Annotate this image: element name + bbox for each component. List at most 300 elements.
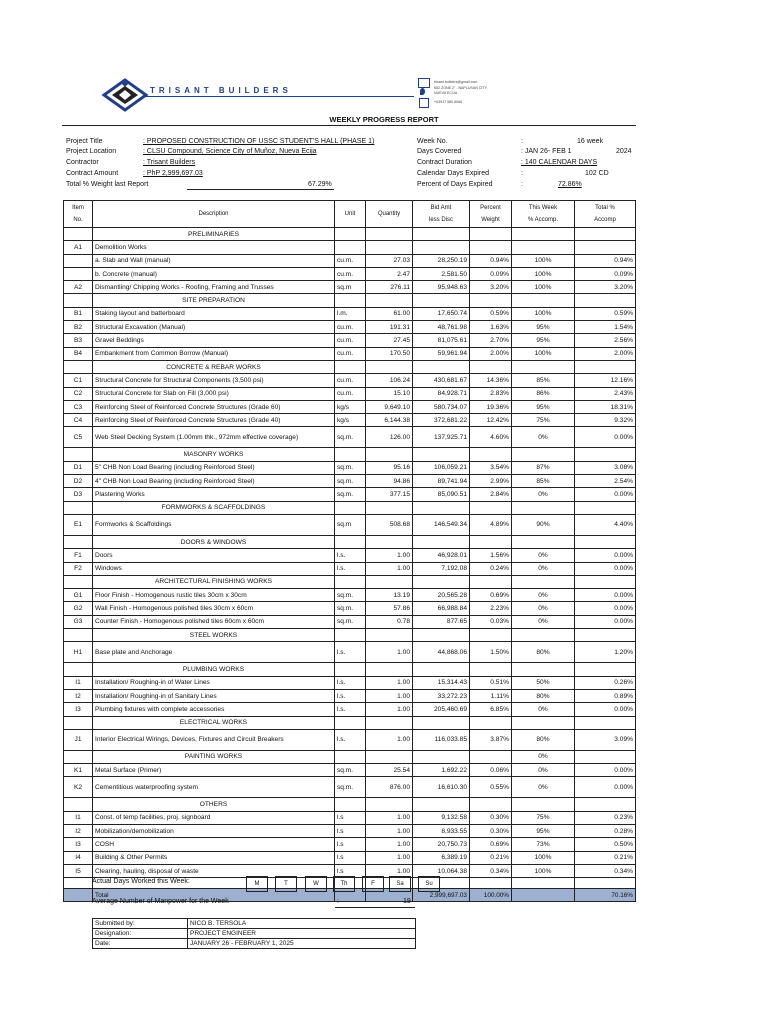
section-this-week (512, 535, 575, 548)
contract-duration-value: : 140 CALENDAR DAYS (521, 159, 598, 166)
item-percent-weight: 0.09% (470, 267, 512, 280)
table-row (64, 703, 636, 716)
item-percent-weight: 0.03% (470, 615, 512, 628)
item-no: I2 (64, 689, 93, 702)
table-row (64, 777, 636, 798)
date-row (93, 939, 416, 949)
item-percent-weight: 2.00% (470, 347, 512, 360)
item-bid-amount: 2,581.50 (413, 267, 470, 280)
item-description: a. Slab and Wall (manual) (93, 254, 335, 267)
header-unit: Unit (335, 201, 366, 228)
item-unit: l.s. (335, 676, 366, 689)
item-this-week: 80% (512, 642, 575, 663)
section-empty-cell (413, 360, 470, 373)
section-empty-cell (413, 501, 470, 514)
item-percent-weight: 1.56% (470, 549, 512, 562)
item-this-week: 0% (512, 488, 575, 501)
table-row (64, 764, 636, 777)
section-empty-cell (366, 798, 413, 811)
item-unit: l.s. (335, 729, 366, 750)
item-unit: kg/s (335, 414, 366, 427)
item-this-week: 100% (512, 347, 575, 360)
item-total-accomp: 0.00% (575, 703, 636, 716)
section-this-week (512, 629, 575, 642)
item-total-accomp: 0.50% (575, 838, 636, 851)
item-this-week: 85% (512, 374, 575, 387)
week-no-colon: : (521, 138, 523, 145)
table-row (64, 254, 636, 267)
section-empty-cell (366, 360, 413, 373)
item-total-accomp: 2.00% (575, 347, 636, 360)
item-quantity: 1.00 (366, 824, 413, 837)
section-this-week (512, 448, 575, 461)
item-percent-weight: 12.42% (470, 414, 512, 427)
contact-email: trisant.builders@gmail.com (434, 80, 478, 84)
item-percent-weight: 2.83% (470, 387, 512, 400)
item-percent-weight: 19.36% (470, 400, 512, 413)
section-item-cell (64, 228, 93, 241)
item-quantity: 1.00 (366, 703, 413, 716)
item-no: D3 (64, 488, 93, 501)
item-total-accomp: 0.00% (575, 777, 636, 798)
item-total-accomp: 0.00% (575, 549, 636, 562)
item-unit: l.s. (335, 642, 366, 663)
item-quantity: 1.00 (366, 729, 413, 750)
item-unit: sq.m. (335, 461, 366, 474)
table-row (64, 851, 636, 864)
table-row (64, 374, 636, 387)
item-no: I1 (64, 676, 93, 689)
section-empty-cell (575, 798, 636, 811)
table-row (64, 811, 636, 824)
header-this-week: This Week % Accomp. (512, 201, 575, 228)
item-total-accomp: 0.00% (575, 602, 636, 615)
calendar-days-expired-value: 102 CD (585, 170, 609, 177)
section-empty-cell (366, 294, 413, 307)
header-description: Description (93, 201, 335, 228)
section-title: MASONRY WORKS (93, 448, 335, 461)
section-empty-cell (470, 716, 512, 729)
section-this-week (512, 360, 575, 373)
section-this-week (512, 575, 575, 588)
section-empty-cell (366, 575, 413, 588)
percent-days-expired-colon: : (521, 181, 523, 188)
item-this-week: 100% (512, 864, 575, 877)
section-empty-cell (413, 228, 470, 241)
item-quantity: 9,649.10 (366, 400, 413, 413)
item-quantity: 1.00 (366, 562, 413, 575)
item-no: A1 (64, 241, 93, 254)
submitted-label: Submitted by: (93, 919, 188, 929)
item-this-week: 50% (512, 676, 575, 689)
table-row (64, 729, 636, 750)
table-row (64, 838, 636, 851)
item-quantity: 1.00 (366, 689, 413, 702)
item-description: Web Steel Decking System (1.00mm thk., 972mm effective coverage) (93, 427, 335, 448)
item-total-accomp: 1.54% (575, 321, 636, 334)
item-description: Installation/ Roughing-in of Water Lines (93, 676, 335, 689)
table-row (64, 488, 636, 501)
section-row (64, 535, 636, 548)
item-this-week: 73% (512, 838, 575, 851)
item-bid-amount: 372,681.22 (413, 414, 470, 427)
item-percent-weight: 0.59% (470, 307, 512, 320)
section-item-cell (64, 716, 93, 729)
section-empty-cell (366, 535, 413, 548)
item-no: C1 (64, 374, 93, 387)
section-empty-cell (335, 575, 366, 588)
item-quantity: 106.24 (366, 374, 413, 387)
section-empty-cell (575, 294, 636, 307)
section-empty-cell (575, 750, 636, 763)
item-this-week: 0% (512, 764, 575, 777)
item-this-week: 0% (512, 589, 575, 602)
section-empty-cell (575, 228, 636, 241)
section-item-cell (64, 798, 93, 811)
section-this-week: 0% (512, 750, 575, 763)
item-unit (335, 241, 366, 254)
item-description: Formworks & Scaffoldings (93, 514, 335, 535)
table-row (64, 602, 636, 615)
section-item-cell (64, 663, 93, 676)
manpower-underline (335, 907, 415, 908)
item-this-week: 95% (512, 334, 575, 347)
item-bid-amount: 84,928.71 (413, 387, 470, 400)
section-empty-cell (335, 663, 366, 676)
calendar-days-expired-label: Calendar Days Expired (417, 170, 489, 177)
item-description: Demolition Works (93, 241, 335, 254)
item-no: B1 (64, 307, 93, 320)
blank-cell (470, 878, 512, 889)
table-row (64, 824, 636, 837)
item-percent-weight: 3.20% (470, 281, 512, 294)
item-total-accomp: 0.00% (575, 764, 636, 777)
item-no: A2 (64, 281, 93, 294)
item-quantity: 1.00 (366, 864, 413, 877)
item-bid-amount: 16,610.30 (413, 777, 470, 798)
item-this-week: 86% (512, 387, 575, 400)
manpower-value: 19 (403, 898, 411, 905)
contract-amount-value: : PhP 2,999,697.03 (143, 170, 203, 177)
item-no: G3 (64, 615, 93, 628)
item-no: I5 (64, 864, 93, 877)
item-this-week: 0% (512, 562, 575, 575)
item-quantity: 1.00 (366, 838, 413, 851)
item-description: Embankment from Common Borrow (Manual) (93, 347, 335, 360)
item-no: I3 (64, 703, 93, 716)
section-empty-cell (366, 629, 413, 642)
item-unit: sq.m. (335, 488, 366, 501)
header-quantity: Quantity (366, 201, 413, 228)
calendar-days-expired-colon: : (521, 170, 523, 177)
item-bid-amount: 28,250.19 (413, 254, 470, 267)
project-title-label: Project Title (66, 138, 103, 145)
section-title: PRELIMINARIES (93, 228, 335, 241)
report-title: WEEKLY PROGRESS REPORT (329, 115, 439, 124)
section-empty-cell (335, 750, 366, 763)
item-total-accomp: 9.32% (575, 414, 636, 427)
item-quantity: 1.00 (366, 851, 413, 864)
item-quantity: 94.86 (366, 475, 413, 488)
section-empty-cell (413, 798, 470, 811)
table-row (64, 267, 636, 280)
week-no-value: 16 week (577, 138, 604, 145)
section-empty-cell (335, 228, 366, 241)
section-item-cell (64, 360, 93, 373)
item-total-accomp: 0.23% (575, 811, 636, 824)
section-empty-cell (335, 535, 366, 548)
signatory-table (92, 918, 416, 949)
item-this-week: 80% (512, 729, 575, 750)
submitted-row (93, 919, 416, 929)
section-this-week (512, 294, 575, 307)
item-bid-amount: 7,192.08 (413, 562, 470, 575)
section-empty-cell (366, 750, 413, 763)
item-percent-weight: 0.24% (470, 562, 512, 575)
item-total-accomp: 0.34% (575, 864, 636, 877)
item-no: C3 (64, 400, 93, 413)
item-this-week: 87% (512, 461, 575, 474)
table-row (64, 321, 636, 334)
item-quantity (366, 241, 413, 254)
designation-label: Designation: (93, 929, 188, 939)
section-row (64, 501, 636, 514)
company-name: TRISANT BUILDERS (150, 86, 292, 95)
item-unit: l.s (335, 824, 366, 837)
day-box: M (246, 876, 268, 892)
item-no: H1 (64, 642, 93, 663)
item-unit: cu.m. (335, 267, 366, 280)
item-no: K1 (64, 764, 93, 777)
item-bid-amount: 81,075.61 (413, 334, 470, 347)
section-item-cell (64, 535, 93, 548)
item-percent-weight: 0.30% (470, 824, 512, 837)
item-unit: sq.m. (335, 589, 366, 602)
logo-diamond-icon (100, 78, 150, 112)
item-total-accomp: 0.00% (575, 562, 636, 575)
item-quantity: 57.86 (366, 602, 413, 615)
item-unit: l.m. (335, 307, 366, 320)
date-value: JANUARY 26 - FEBRUARY 1, 2025 (188, 939, 416, 949)
section-empty-cell (470, 629, 512, 642)
item-description: Wall Finish - Homogenous polished tiles 30cm x 60cm (93, 602, 335, 615)
item-quantity: 1.00 (366, 676, 413, 689)
item-quantity: 27.03 (366, 254, 413, 267)
section-this-week (512, 228, 575, 241)
section-title: FORMWORKS & SCAFFOLDINGS (93, 501, 335, 514)
item-bid-amount: 20,565.28 (413, 589, 470, 602)
item-this-week: 100% (512, 254, 575, 267)
item-percent-weight: 3.54% (470, 461, 512, 474)
day-box: F (362, 876, 384, 892)
item-quantity: 27.45 (366, 334, 413, 347)
item-description: Base plate and Anchorage (93, 642, 335, 663)
day-box: Th (333, 876, 355, 892)
item-description: Installation/ Roughing-in of Sanitary Lines (93, 689, 335, 702)
item-percent-weight: 1.11% (470, 689, 512, 702)
section-empty-cell (335, 629, 366, 642)
progress-table (63, 200, 636, 902)
designation-value: PROJECT ENGINEER (188, 929, 416, 939)
item-total-accomp: 0.89% (575, 689, 636, 702)
manpower-label: Average Number of Manpower for the Week (92, 898, 229, 905)
item-description: Const. of temp facilities, proj. signboard (93, 811, 335, 824)
item-unit: sq.m. (335, 602, 366, 615)
item-this-week: 100% (512, 307, 575, 320)
section-item-cell (64, 750, 93, 763)
item-description: Windows (93, 562, 335, 575)
item-no: F1 (64, 549, 93, 562)
section-empty-cell (335, 294, 366, 307)
item-bid-amount: 66,988.84 (413, 602, 470, 615)
item-no: I3 (64, 838, 93, 851)
section-row (64, 228, 636, 241)
item-this-week: 90% (512, 514, 575, 535)
total-empty-cell (64, 889, 93, 902)
section-empty-cell (366, 663, 413, 676)
item-quantity: 1.00 (366, 642, 413, 663)
item-bid-amount: 146,549.34 (413, 514, 470, 535)
item-this-week: 0% (512, 615, 575, 628)
item-unit: cu.m. (335, 334, 366, 347)
section-this-week (512, 716, 575, 729)
item-total-accomp: 4.40% (575, 514, 636, 535)
item-description: Structural Concrete for Structural Components (3,500 psi) (93, 374, 335, 387)
item-bid-amount: 137,925.71 (413, 427, 470, 448)
item-quantity: 6,144.38 (366, 414, 413, 427)
table-row (64, 427, 636, 448)
item-this-week: 75% (512, 414, 575, 427)
item-bid-amount: 116,033.85 (413, 729, 470, 750)
section-empty-cell (413, 575, 470, 588)
item-unit: l.s. (335, 549, 366, 562)
item-total-accomp: 3.09% (575, 729, 636, 750)
item-total-accomp: 0.09% (575, 267, 636, 280)
weight-last-report-value: 67.29% (308, 181, 332, 188)
item-bid-amount: 205,460.69 (413, 703, 470, 716)
item-bid-amount: 85,090.51 (413, 488, 470, 501)
item-bid-amount: 430,681.67 (413, 374, 470, 387)
item-percent-weight: 0.69% (470, 589, 512, 602)
item-description: Cementitious waterproofing system (93, 777, 335, 798)
item-description: Dismantling/ Chipping Works - Roofing, Framing and Trusses (93, 281, 335, 294)
section-empty-cell (413, 716, 470, 729)
item-percent-weight: 1.63% (470, 321, 512, 334)
section-row (64, 629, 636, 642)
item-description: Mobilization/demobilization (93, 824, 335, 837)
item-no: C4 (64, 414, 93, 427)
item-description: Doors (93, 549, 335, 562)
item-bid-amount: 10,064.38 (413, 864, 470, 877)
item-percent-weight: 4.89% (470, 514, 512, 535)
item-no: B4 (64, 347, 93, 360)
item-total-accomp: 3.20% (575, 281, 636, 294)
table-row (64, 387, 636, 400)
item-quantity: 191.31 (366, 321, 413, 334)
item-this-week: 100% (512, 267, 575, 280)
item-unit: l.s. (335, 703, 366, 716)
section-empty-cell (470, 575, 512, 588)
item-this-week: 0% (512, 549, 575, 562)
item-description: Plastering Works (93, 488, 335, 501)
contract-amount-label: Contract Amount (66, 170, 119, 177)
total-accomp: 70.16% (575, 889, 636, 902)
item-bid-amount: 6,389.19 (413, 851, 470, 864)
item-percent-weight: 0.51% (470, 676, 512, 689)
item-no: J1 (64, 729, 93, 750)
contact-phone: +63917 580 6066 (434, 100, 463, 104)
section-title: ELECTRICAL WORKS (93, 716, 335, 729)
item-unit: sq.m. (335, 615, 366, 628)
section-empty-cell (335, 360, 366, 373)
section-empty-cell (366, 501, 413, 514)
section-item-cell (64, 294, 93, 307)
section-row (64, 360, 636, 373)
table-row (64, 241, 636, 254)
section-empty-cell (575, 501, 636, 514)
section-this-week (512, 663, 575, 676)
day-box: T (275, 876, 297, 892)
days-covered-value: : JAN 26- FEB 1 (521, 148, 572, 155)
section-title: SITE PREPARATION (93, 294, 335, 307)
item-percent-weight: 1.50% (470, 642, 512, 663)
item-no: E1 (64, 514, 93, 535)
item-total-accomp: 3.08% (575, 461, 636, 474)
section-empty-cell (413, 629, 470, 642)
section-item-cell (64, 629, 93, 642)
section-empty-cell (366, 228, 413, 241)
section-empty-cell (470, 501, 512, 514)
item-unit: l.s (335, 811, 366, 824)
section-empty-cell (366, 448, 413, 461)
location-pin-icon (420, 88, 425, 95)
item-unit: cu.m. (335, 321, 366, 334)
item-quantity: 15.10 (366, 387, 413, 400)
item-description: Reinforcing Steel of Reinforced Concrete Structures (Grade 60) (93, 400, 335, 413)
item-no: I2 (64, 824, 93, 837)
section-empty-cell (413, 294, 470, 307)
section-empty-cell (335, 501, 366, 514)
item-description: Metal Surface (Primer) (93, 764, 335, 777)
section-empty-cell (413, 535, 470, 548)
item-quantity: 170.50 (366, 347, 413, 360)
project-location-value: : CLSU Compound, Science City of Muñoz, Nueva Ecija (143, 148, 317, 155)
item-unit: sq.m. (335, 475, 366, 488)
item-no: C5 (64, 427, 93, 448)
section-empty-cell (470, 448, 512, 461)
section-empty-cell (335, 448, 366, 461)
table-row (64, 461, 636, 474)
table-row (64, 689, 636, 702)
total-empty-cell (512, 889, 575, 902)
weight-last-report-label: Total % Weight last Report (66, 181, 149, 188)
section-title: ARCHITECTURAL FINISHING WORKS (93, 575, 335, 588)
item-total-accomp: 0.26% (575, 676, 636, 689)
item-percent-weight: 0.06% (470, 764, 512, 777)
table-header-row (64, 201, 636, 228)
item-this-week: 0% (512, 427, 575, 448)
item-description: Floor Finish - Homogenous rustic tiles 30cm x 30cm (93, 589, 335, 602)
section-title: CONCRETE & REBAR WORKS (93, 360, 335, 373)
item-quantity: 2.47 (366, 267, 413, 280)
item-this-week: 95% (512, 824, 575, 837)
section-empty-cell (413, 448, 470, 461)
header-percent-weight: Percent Weight (470, 201, 512, 228)
contract-duration-label: Contract Duration (417, 159, 472, 166)
item-description: Structural Excavation (Manual) (93, 321, 335, 334)
item-this-week: 0% (512, 777, 575, 798)
section-empty-cell (575, 663, 636, 676)
